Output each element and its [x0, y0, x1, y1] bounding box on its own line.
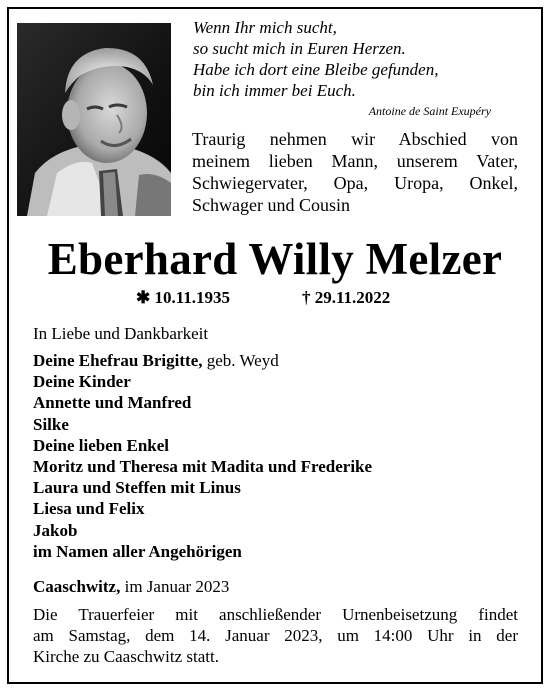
- mourner-row: Deine Kinder: [33, 372, 131, 392]
- place-date: im Januar 2023: [120, 577, 230, 596]
- deceased-name: Eberhard Willy Melzer: [47, 234, 503, 284]
- birth-date: ✱ 10.11.1935: [136, 288, 231, 307]
- mourner-row-wife: [33, 350, 372, 371]
- intro-line: Schwiegervater, Opa, Uropa, Onkel,: [192, 173, 518, 193]
- mourner-row: Jakob: [33, 520, 78, 540]
- poem-line: Wenn Ihr mich sucht,: [193, 18, 337, 37]
- mourner-row: Moritz und Theresa mit Madita und Frederike: [33, 457, 373, 477]
- poem-line: so sucht mich in Euren Herzen.: [193, 39, 406, 58]
- wife-name: Deine Ehefrau Brigitte,: [33, 351, 203, 370]
- wife-maiden-name: geb. Weyd: [202, 351, 279, 370]
- mourners-lead: In Liebe und Dankbarkeit: [33, 324, 209, 343]
- intro-line: meinem lieben Mann, unserem Vater,: [192, 151, 518, 171]
- mourner-row: Laura und Steffen mit Linus: [33, 478, 241, 498]
- funeral-info: [33, 604, 518, 667]
- mourner-row: Liesa und Felix: [33, 499, 145, 519]
- intro-line: Traurig nehmen wir Abschied von: [192, 129, 518, 149]
- mourners-list: [33, 350, 372, 562]
- death-date: † 29.11.2022: [302, 288, 391, 307]
- poem-line: Habe ich dort eine Bleibe gefunden,: [193, 60, 439, 79]
- mourner-row: Deine lieben Enkel: [33, 435, 170, 455]
- place-town: Caaschwitz,: [33, 577, 121, 596]
- funeral-line: Kirche zu Caaschwitz statt.: [33, 647, 219, 666]
- poem-line: bin ich immer bei Euch.: [193, 81, 356, 100]
- intro-text: [192, 128, 518, 216]
- funeral-line: Die Trauerfeier mit anschließender Urnenbeisetzung findet: [33, 605, 518, 624]
- intro-line: Schwager und Cousin: [192, 195, 350, 215]
- portrait-photo: [17, 23, 171, 216]
- place-and-date: [33, 576, 229, 597]
- funeral-line: am Samstag, dem 14. Januar 2023, um 14:00 Uhr in der: [33, 626, 518, 645]
- poem-author: Antoine de Saint Exupéry: [368, 104, 491, 118]
- mourner-row: Annette und Manfred: [33, 393, 192, 413]
- mourner-row: im Namen aller Angehörigen: [33, 541, 242, 561]
- poem: [193, 17, 493, 101]
- mourner-row: Silke: [33, 414, 69, 434]
